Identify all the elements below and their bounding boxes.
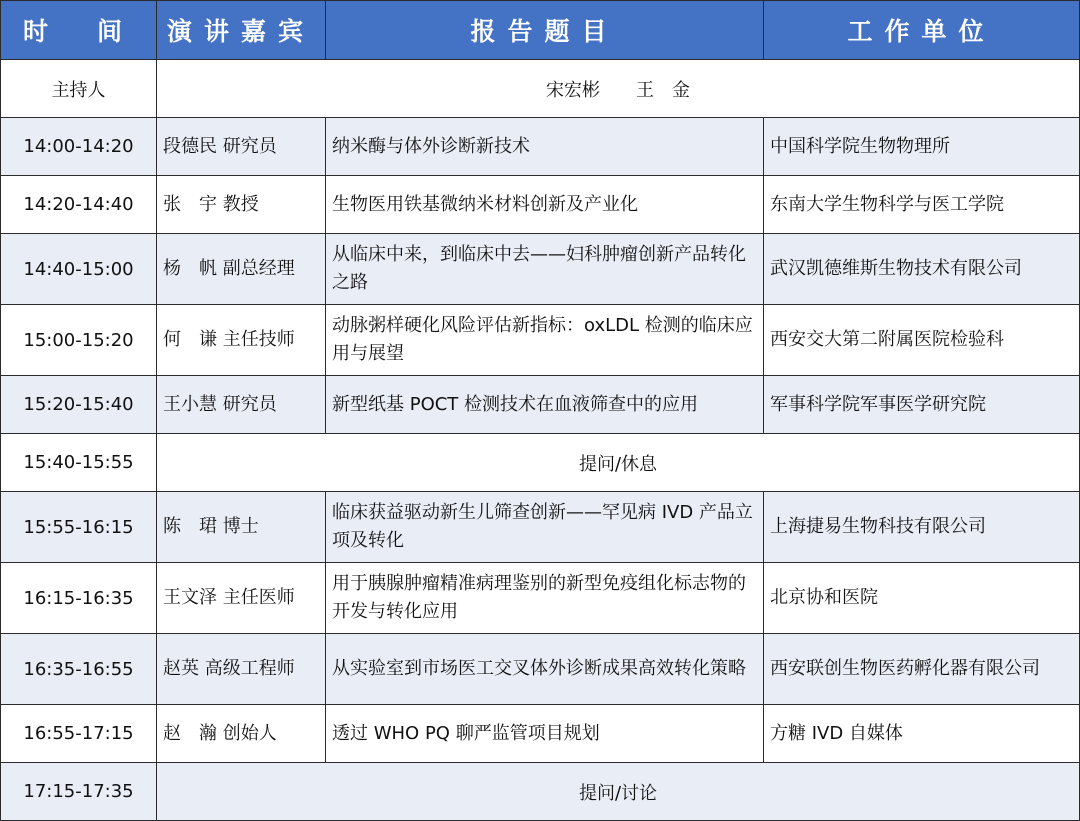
table-row — [1, 634, 1080, 705]
org-cell: 方糖 IVD 自媒体 — [764, 705, 1080, 763]
title-cell: 生物医用铁基微纳米材料创新及产业化 — [326, 176, 764, 234]
speaker-cell: 何 谦 主任技师 — [157, 305, 326, 376]
host-label: 主持人 — [1, 60, 157, 118]
table-row — [1, 234, 1080, 305]
table-row — [1, 118, 1080, 176]
speaker-cell: 王文泽 主任医师 — [157, 563, 326, 634]
table-row — [1, 176, 1080, 234]
speaker-cell: 赵 瀚 创始人 — [157, 705, 326, 763]
speaker-cell: 张 宇 教授 — [157, 176, 326, 234]
title-cell: 从临床中来，到临床中去——妇科肿瘤创新产品转化之路 — [326, 234, 764, 305]
header-row — [1, 1, 1080, 60]
time-cell: 17:15-17:35 — [1, 763, 157, 821]
org-cell: 军事科学院军事医学研究院 — [764, 376, 1080, 434]
table-row — [1, 492, 1080, 563]
speaker-cell: 段德民 研究员 — [157, 118, 326, 176]
speaker-cell: 杨 帆 副总经理 — [157, 234, 326, 305]
host-names: 宋宏彬 王 金 — [157, 60, 1080, 118]
speaker-cell: 王小慧 研究员 — [157, 376, 326, 434]
time-cell: 15:40-15:55 — [1, 434, 157, 492]
speaker-cell: 陈 珺 博士 — [157, 492, 326, 563]
title-cell: 用于胰腺肿瘤精准病理鉴别的新型免疫组化标志物的开发与转化应用 — [326, 563, 764, 634]
speaker-cell: 赵英 高级工程师 — [157, 634, 326, 705]
break-note: 提问/讨论 — [157, 763, 1080, 821]
table-row — [1, 705, 1080, 763]
title-cell: 从实验室到市场医工交叉体外诊断成果高效转化策略 — [326, 634, 764, 705]
time-cell: 14:00-14:20 — [1, 118, 157, 176]
org-cell: 西安联创生物医药孵化器有限公司 — [764, 634, 1080, 705]
time-cell: 16:55-17:15 — [1, 705, 157, 763]
time-cell: 15:20-15:40 — [1, 376, 157, 434]
time-cell: 16:15-16:35 — [1, 563, 157, 634]
title-cell: 纳米酶与体外诊断新技术 — [326, 118, 764, 176]
title-cell: 透过 WHO PQ 聊严监管项目规划 — [326, 705, 764, 763]
break-row — [1, 763, 1080, 821]
break-note: 提问/休息 — [157, 434, 1080, 492]
time-cell: 16:35-16:55 — [1, 634, 157, 705]
org-cell: 东南大学生物科学与医工学院 — [764, 176, 1080, 234]
header-speaker: 演讲嘉宾 — [157, 1, 326, 60]
time-cell: 15:00-15:20 — [1, 305, 157, 376]
title-cell: 动脉粥样硬化风险评估新指标：oxLDL 检测的临床应用与展望 — [326, 305, 764, 376]
header-title: 报告题目 — [326, 1, 764, 60]
table-row — [1, 563, 1080, 634]
time-cell: 14:40-15:00 — [1, 234, 157, 305]
org-cell: 西安交大第二附属医院检验科 — [764, 305, 1080, 376]
org-cell: 中国科学院生物物理所 — [764, 118, 1080, 176]
time-cell: 14:20-14:40 — [1, 176, 157, 234]
title-cell: 临床获益驱动新生儿筛查创新——罕见病 IVD 产品立项及转化 — [326, 492, 764, 563]
break-row — [1, 434, 1080, 492]
org-cell: 武汉凯德维斯生物技术有限公司 — [764, 234, 1080, 305]
time-cell: 15:55-16:15 — [1, 492, 157, 563]
table-row — [1, 376, 1080, 434]
org-cell: 北京协和医院 — [764, 563, 1080, 634]
header-org: 工作单位 — [764, 1, 1080, 60]
header-time: 时 间 — [1, 1, 157, 60]
host-row — [1, 60, 1080, 118]
title-cell: 新型纸基 POCT 检测技术在血液筛查中的应用 — [326, 376, 764, 434]
org-cell: 上海捷易生物科技有限公司 — [764, 492, 1080, 563]
table-row — [1, 305, 1080, 376]
